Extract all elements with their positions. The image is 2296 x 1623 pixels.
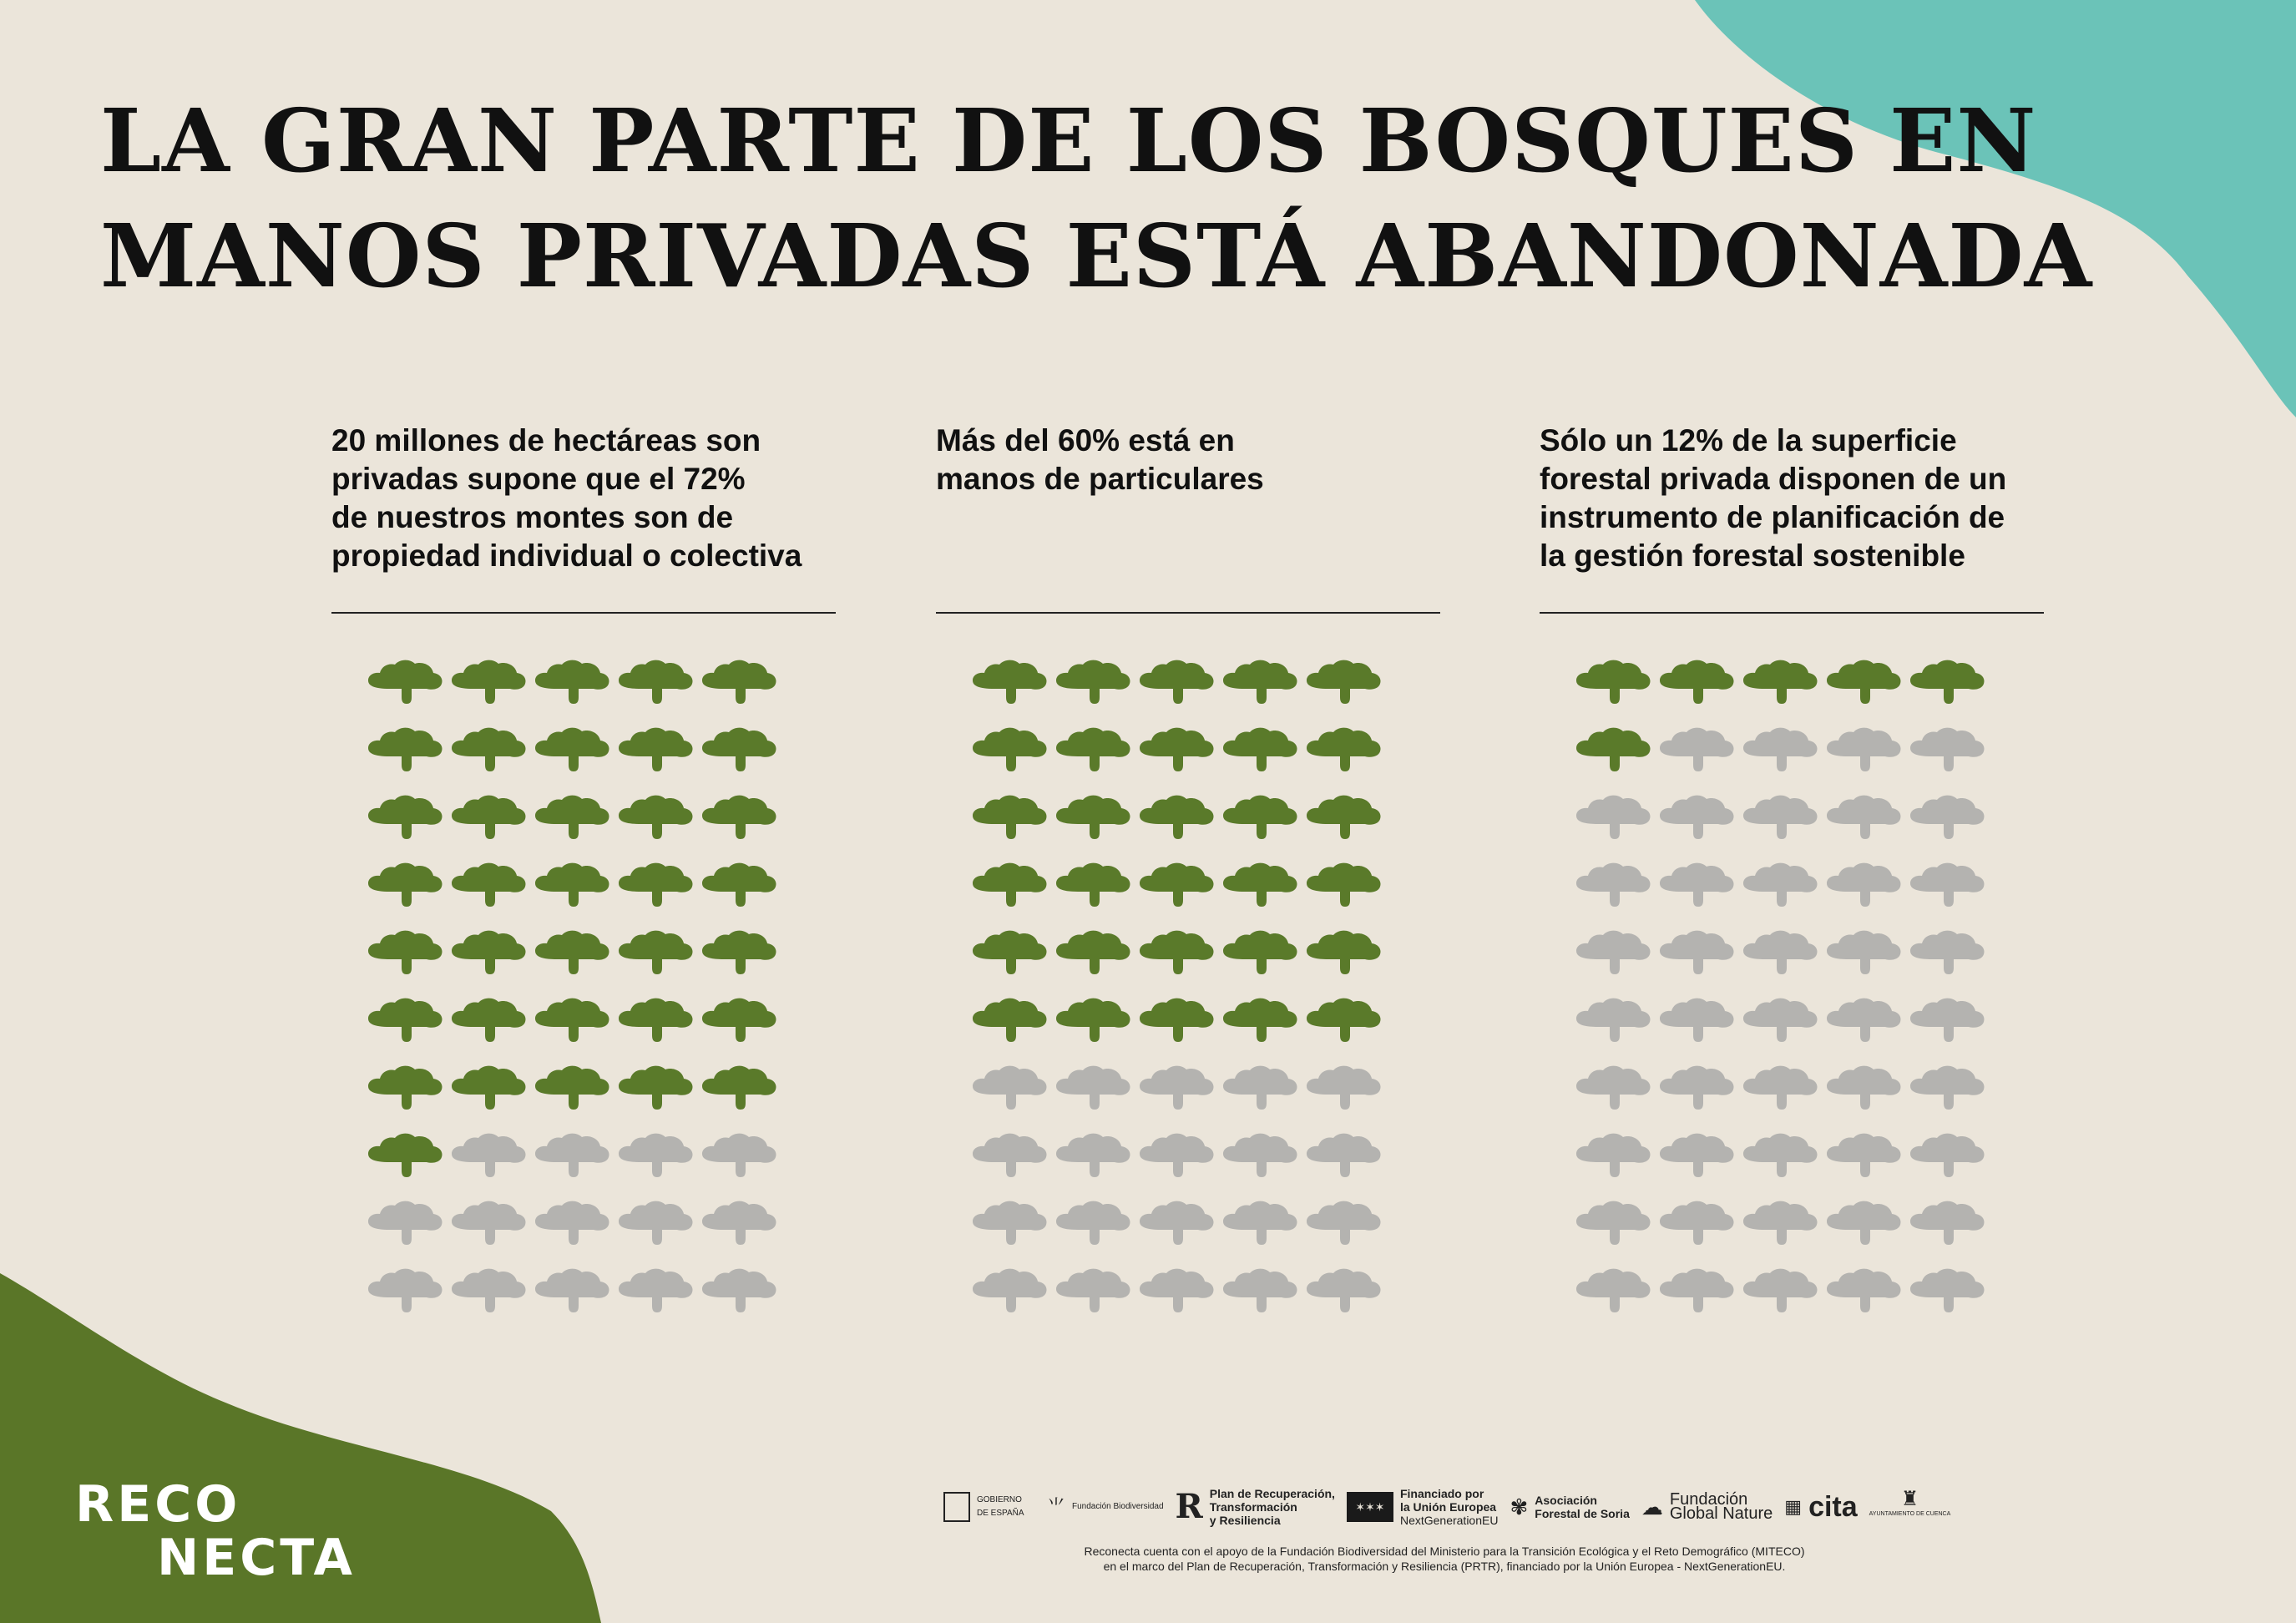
tree-icon-empty [1056, 1134, 1130, 1177]
tree-icon-filled [1140, 728, 1214, 771]
stat-column-2 [936, 422, 1440, 614]
tree-icon-filled [973, 999, 1047, 1042]
logo-plan-recuperacion [1176, 1487, 1335, 1527]
tree-icon-empty [973, 1201, 1047, 1245]
tree-icon-filled [452, 660, 526, 704]
tree-icon-filled [1056, 863, 1130, 907]
tree-icon-empty [1743, 931, 1818, 974]
tree-outline-icon: ☁ [1641, 1494, 1663, 1519]
cita-mark-icon: ▦ [1784, 1496, 1803, 1517]
tree-icon-filled [535, 931, 609, 974]
tree-icon-filled [702, 931, 776, 974]
tree-icon-empty [1576, 931, 1651, 974]
tree-icon-filled [535, 796, 609, 839]
tree-icon-empty [1827, 999, 1901, 1042]
tree-icon-empty [1910, 1201, 1985, 1245]
eu-flag-icon: ✶✶✶ [1347, 1492, 1393, 1522]
tree-icon-filled [1576, 728, 1651, 771]
eu-line: NextGenerationEU [1399, 1514, 1499, 1527]
tree-icon-filled [368, 931, 443, 974]
eu-line: Financiado por [1399, 1487, 1484, 1500]
plan-line: Plan de Recuperación, [1209, 1487, 1335, 1500]
tree-icon-filled [1140, 863, 1214, 907]
tree-icon-empty [1660, 1134, 1734, 1177]
tree-icon-empty [1056, 1269, 1130, 1312]
tree-icon-empty [1743, 1269, 1818, 1312]
tree-icon-empty [1140, 1201, 1214, 1245]
footer-line-1: Reconecta cuenta con el apoyo de la Fundación Biodiversidad del Ministerio para la Transición Ecológica y el Reto Demográfico (MITECO) [1084, 1545, 1805, 1558]
tree-icon-empty [1056, 1066, 1130, 1110]
tree-icon-filled [973, 863, 1047, 907]
tree-icon-filled [1223, 796, 1297, 839]
tree-icon-filled [702, 863, 776, 907]
reconecta-logo [75, 1475, 356, 1587]
tree-icon-empty [1307, 1134, 1381, 1177]
tree-icon-empty [1910, 728, 1985, 771]
tree-icon-filled [1827, 660, 1901, 704]
grass-icon: ⺌ [1047, 1496, 1066, 1517]
tree-icon-filled [368, 1066, 443, 1110]
tree-icon-empty [1910, 1066, 1985, 1110]
tree-icon-filled [1910, 660, 1985, 704]
tree-icon-filled [1056, 728, 1130, 771]
tree-icon-filled [452, 863, 526, 907]
tree-icon-filled [619, 728, 693, 771]
tree-icon-empty [1660, 999, 1734, 1042]
tree-icon-empty [1910, 796, 1985, 839]
tree-icon-empty [1827, 1201, 1901, 1245]
tree-icon-filled [1140, 999, 1214, 1042]
soria-line: Asociación [1535, 1494, 1597, 1507]
tree-icon-empty [1576, 1269, 1651, 1312]
tree-icon-empty [1660, 796, 1734, 839]
tree-icon-filled [1223, 863, 1297, 907]
tree-icon-empty [1743, 1066, 1818, 1110]
tree-icon-empty [1743, 1201, 1818, 1245]
stat-text-line: propiedad individual o colectiva [331, 538, 802, 573]
stat-column-1 [331, 422, 836, 614]
tree-icon-filled [535, 863, 609, 907]
tree-icon-empty [1910, 1134, 1985, 1177]
tree-icon-empty [619, 1201, 693, 1245]
tree-icon-empty [1827, 1269, 1901, 1312]
tree-icon-filled [619, 1066, 693, 1110]
tree-icon-empty [368, 1201, 443, 1245]
tree-icon-filled [702, 1066, 776, 1110]
tree-icon-empty [702, 1269, 776, 1312]
tree-icon-filled [1056, 999, 1130, 1042]
tree-icon-empty [1576, 1134, 1651, 1177]
divider-line [936, 612, 1440, 614]
eu-line: la Unión Europea [1399, 1500, 1497, 1514]
stat-text-line: la gestión forestal sostenible [1540, 538, 1965, 573]
plan-line: Transformación [1209, 1500, 1297, 1514]
stat-text-line: forestal privada disponen de un [1540, 462, 2007, 496]
tree-icon-filled [619, 931, 693, 974]
logo-cita [1784, 1491, 1858, 1523]
tree-icon-filled [535, 660, 609, 704]
tree-icon-filled [973, 931, 1047, 974]
tree-icon-filled [368, 660, 443, 704]
tree-icon-filled [368, 728, 443, 771]
tree-icon-empty [1827, 863, 1901, 907]
tree-icon-empty [1576, 999, 1651, 1042]
stat-text-2 [936, 422, 1440, 612]
tree-icon-filled [973, 660, 1047, 704]
tree-icon-empty [1910, 931, 1985, 974]
tree-icon-filled [368, 1134, 443, 1177]
stat-text-1 [331, 422, 836, 612]
tree-icon-empty [619, 1134, 693, 1177]
r-mark-icon: R [1175, 1487, 1203, 1526]
tree-icon-empty [1910, 1269, 1985, 1312]
tree-icon-empty [1223, 1201, 1297, 1245]
footer-line-2: en el marco del Plan de Recuperación, Transformación y Resiliencia (PRTR), financiado por la Unión Europea - NextGenerationEU. [1103, 1560, 1786, 1573]
tree-icon-empty [452, 1201, 526, 1245]
tree-icon-filled [1307, 796, 1381, 839]
stat-text-line: instrumento de planificación de [1540, 500, 2005, 534]
tree-icon-empty [1140, 1134, 1214, 1177]
tree-icon-empty [973, 1134, 1047, 1177]
tree-icon-empty [1223, 1134, 1297, 1177]
tree-icon-empty [973, 1066, 1047, 1110]
tree-icon-empty [1576, 796, 1651, 839]
tree-icon-filled [1307, 660, 1381, 704]
tree-icon-filled [368, 999, 443, 1042]
tree-icon-empty [1743, 1134, 1818, 1177]
stat-text-3 [1540, 422, 2044, 612]
tree-icon-filled [1223, 728, 1297, 771]
tree-icon-filled [368, 796, 443, 839]
tree-icon-empty [1223, 1269, 1297, 1312]
tree-icon-filled [535, 1066, 609, 1110]
tree-icon-empty [1743, 796, 1818, 839]
logo-ayuntamiento [1869, 1488, 1951, 1521]
tree-icon-empty [1576, 1201, 1651, 1245]
tree-icon-filled [702, 728, 776, 771]
divider-line [331, 612, 836, 614]
logo-soria-text [1535, 1494, 1630, 1520]
tree-icon-empty [1827, 728, 1901, 771]
tree-icon-empty [535, 1134, 609, 1177]
logo-gobierno-text: GOBIERNO DE ESPAÑA [977, 1495, 1024, 1518]
stat-text-line: 20 millones de hectáreas son [331, 423, 761, 458]
tree-icon-empty [1140, 1066, 1214, 1110]
tree-icon-empty [1660, 1066, 1734, 1110]
tree-icon-empty [1307, 1066, 1381, 1110]
tree-icon-filled [535, 728, 609, 771]
tree-icon-empty [1056, 1201, 1130, 1245]
stat-text-line: de nuestros montes son de [331, 500, 734, 534]
tree-pictogram-2 [969, 655, 1437, 1340]
footer-credits [918, 1544, 1970, 1574]
logo-eu-text [1400, 1487, 1499, 1527]
tree-icon-empty [1743, 863, 1818, 907]
tree-icon-filled [702, 796, 776, 839]
tree-pictogram-1 [365, 655, 832, 1340]
tree-icon-filled [1223, 660, 1297, 704]
tree-icon-empty [1827, 1134, 1901, 1177]
coat-of-arms-icon [943, 1492, 970, 1522]
tree-icon-empty [1910, 999, 1985, 1042]
tree-icon-filled [619, 863, 693, 907]
logo-gobierno [943, 1492, 1035, 1522]
tree-icon-filled [1307, 999, 1381, 1042]
tree-icon-empty [1910, 863, 1985, 907]
tree-icon-empty [452, 1269, 526, 1312]
soria-line: Forestal de Soria [1535, 1507, 1630, 1520]
tree-icon-empty [1660, 1269, 1734, 1312]
tree-icon-filled [1743, 660, 1818, 704]
tree-icon-empty [535, 1201, 609, 1245]
tree-icon-filled [535, 999, 609, 1042]
tree-icon-filled [1576, 660, 1651, 704]
tree-icon-empty [1743, 999, 1818, 1042]
tree-icon-filled [452, 999, 526, 1042]
logo-line-1: RECO [75, 1475, 241, 1534]
tree-icon-filled [452, 1066, 526, 1110]
tree-icon-empty [1827, 931, 1901, 974]
tree-icon-filled [1056, 660, 1130, 704]
tree-icon-empty [1827, 796, 1901, 839]
logo-plan-text [1210, 1487, 1335, 1527]
stat-text-line: Más del 60% está en [936, 423, 1235, 458]
plan-line: y Resiliencia [1209, 1514, 1281, 1527]
tree-icon-empty [973, 1269, 1047, 1312]
tree-icon-filled [702, 999, 776, 1042]
divider-line [1540, 612, 2044, 614]
tree-icon-empty [1223, 1066, 1297, 1110]
logo-eu [1347, 1487, 1499, 1527]
tree-icon-empty [619, 1269, 693, 1312]
logo-fundacion-biodiversidad [1047, 1496, 1164, 1517]
logo-asociacion-soria [1510, 1494, 1629, 1520]
fgn-line: Global Nature [1669, 1504, 1773, 1523]
tree-icon-empty [1307, 1201, 1381, 1245]
tree-icon-filled [1140, 931, 1214, 974]
tree-icon-empty [1660, 728, 1734, 771]
title-line-1: LA GRAN PARTE DE LOS BOSQUES EN [100, 89, 2037, 192]
tree-icon-filled [1307, 728, 1381, 771]
tree-icon-filled [368, 863, 443, 907]
tree-icon-filled [702, 660, 776, 704]
fgn-line: Fundación [1669, 1490, 1748, 1509]
tree-icon-filled [452, 728, 526, 771]
tree-icon-empty [452, 1134, 526, 1177]
stat-text-line: privadas supone que el 72% [331, 462, 746, 496]
tree-icon-filled [1140, 660, 1214, 704]
logo-line-2: NECTA [157, 1529, 356, 1587]
tree-icon-empty [1140, 1269, 1214, 1312]
page-title [100, 83, 2092, 314]
logo-ayto-text: AYUNTAMIENTO DE CUENCA [1869, 1511, 1951, 1517]
tree-icon-empty [1660, 931, 1734, 974]
tree-icon-filled [1223, 999, 1297, 1042]
title-line-2: MANOS PRIVADAS ESTÁ ABANDONADA [100, 205, 2093, 307]
tree-icon-empty [1576, 1066, 1651, 1110]
tree-icon-filled [452, 796, 526, 839]
tree-icon-filled [1307, 863, 1381, 907]
tree-icon-empty [535, 1269, 609, 1312]
tree-icon-filled [1660, 660, 1734, 704]
tree-icon-empty [1307, 1269, 1381, 1312]
tree-icon-empty [368, 1269, 443, 1312]
stat-text-line: Sólo un 12% de la superficie [1540, 423, 1957, 458]
stat-column-3 [1540, 422, 2044, 614]
tree-icon-filled [1056, 931, 1130, 974]
tree-icon-filled [1307, 931, 1381, 974]
tree-icon-filled [1056, 796, 1130, 839]
tree-pictogram-3 [1573, 655, 2041, 1340]
logo-global-nature [1641, 1490, 1773, 1523]
tree-icon-empty [702, 1201, 776, 1245]
tree-icon-filled [452, 931, 526, 974]
castle-icon: ♜ [1900, 1488, 1919, 1510]
tree-icon-empty [1660, 863, 1734, 907]
tree-icon-filled [973, 728, 1047, 771]
stat-text-line: manos de particulares [936, 462, 1264, 496]
partner-logos [943, 1486, 1962, 1528]
tree-icon-filled [619, 796, 693, 839]
tree-icon-empty [1743, 728, 1818, 771]
tree-icon-filled [619, 999, 693, 1042]
logo-fb-text: Fundación Biodiversidad [1072, 1502, 1164, 1511]
tree-icon-empty [702, 1134, 776, 1177]
tree-icon-filled [1223, 931, 1297, 974]
tree-icon-filled [973, 796, 1047, 839]
tree-icon-filled [619, 660, 693, 704]
tree-icon-filled [1140, 796, 1214, 839]
logo-fgn-text [1669, 1490, 1773, 1523]
tree-icon-empty [1576, 863, 1651, 907]
leaf-icon: ✾ [1510, 1494, 1529, 1519]
tree-icon-empty [1827, 1066, 1901, 1110]
logo-cita-text: cita [1808, 1491, 1858, 1523]
tree-icon-empty [1660, 1201, 1734, 1245]
